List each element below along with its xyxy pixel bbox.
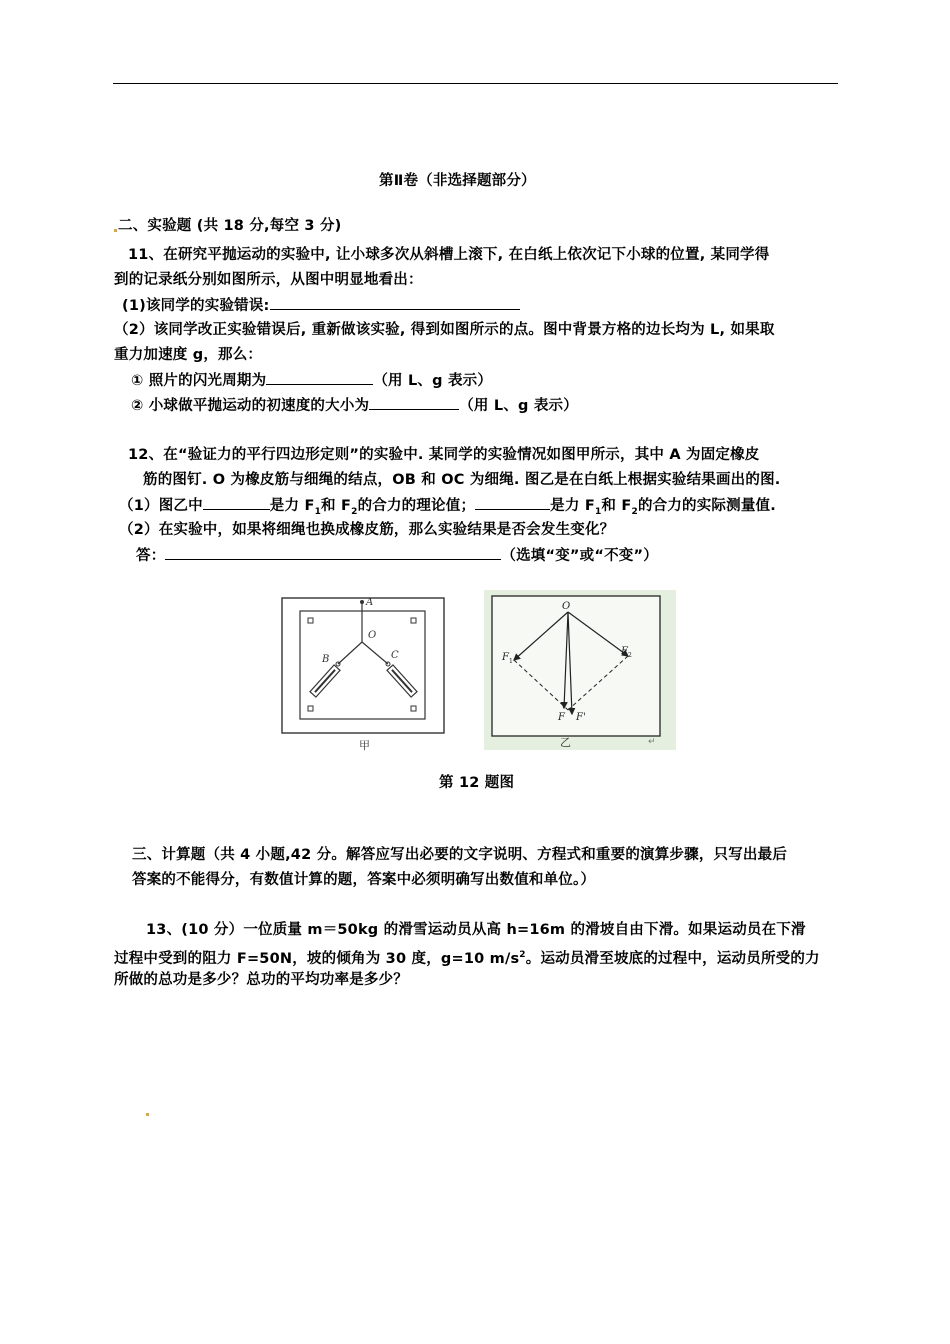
header-rule bbox=[113, 83, 838, 84]
figure-yi bbox=[484, 590, 676, 750]
subscript-1: 1 bbox=[594, 506, 602, 517]
q12-line1: 12、在“验证力的平行四边形定则”的实验中. 某同学的实验情况如图甲所示，其中 A 为固定橡皮 bbox=[128, 447, 760, 463]
caption-yi: 乙 bbox=[560, 736, 571, 749]
part3-heading-line1: 三、计算题（共 4 小题,42 分。解答应写出必要的文字说明、方程式和重要的演算步骤，只写出最后 bbox=[132, 847, 788, 863]
label-A: A bbox=[366, 597, 374, 608]
subscript-1: 1 bbox=[314, 506, 322, 517]
label-F1-sub: 1 bbox=[509, 658, 513, 665]
label-O: O bbox=[368, 630, 377, 641]
q11-sub2-line1: （2）该同学改正实验错误后, 重新做该实验, 得到如图所示的点。图中背景方格的边长均为 L, 如果取 bbox=[114, 322, 775, 338]
caption-jia: 甲 bbox=[359, 739, 370, 752]
answer-prefix: 答： bbox=[136, 548, 166, 564]
answer-blank[interactable] bbox=[165, 545, 501, 560]
q11-line2: 到的记录纸分别如图所示，从图中明显地看出： bbox=[114, 272, 423, 288]
figure-jia-drawing bbox=[278, 594, 448, 754]
q11-item1 bbox=[131, 370, 492, 391]
q12-sub1-d: 的合力的理论值； bbox=[357, 498, 476, 514]
q12-sub1-b: 是力 F bbox=[269, 498, 315, 514]
answer-suffix: （选填“变”或“不变”） bbox=[501, 548, 658, 564]
part2-heading: 二、实验题 (共 18 分,每空 3 分) bbox=[118, 218, 342, 234]
edit-marker bbox=[114, 229, 117, 232]
answer-blank[interactable] bbox=[369, 395, 459, 410]
subscript-2: 2 bbox=[631, 506, 638, 517]
answer-blank[interactable] bbox=[270, 295, 520, 310]
q11-item1-prefix: ① 照片的闪光周期为 bbox=[131, 373, 267, 389]
q13-line2-b: 。运动员滑至坡底的过程中，运动员所受的力 bbox=[525, 950, 820, 967]
answer-blank[interactable] bbox=[475, 495, 550, 510]
q11-item2 bbox=[131, 395, 578, 416]
label-F-prime: F' bbox=[576, 712, 586, 723]
q13-superscript: 2 bbox=[519, 950, 526, 960]
q13-line1: 13、(10 分）一位质量 m＝50kg 的滑雪运动员从高 h=16m 的滑坡自由下滑。如果运动员在下滑 bbox=[146, 922, 806, 938]
label-B: B bbox=[322, 654, 330, 665]
q12-sub1-e: 是力 F bbox=[550, 498, 595, 514]
q13-line2 bbox=[114, 945, 820, 969]
section-title: 第Ⅱ卷（非选择题部分） bbox=[379, 173, 536, 189]
q12-sub2: （2）在实验中，如果将细绳也换成橡皮筋，那么实验结果是否会发生变化？ bbox=[119, 522, 615, 538]
figure-jia bbox=[278, 594, 448, 754]
q11-sub1-label: (1)该同学的实验错误: bbox=[122, 298, 270, 314]
part3-heading-line2: 答案的不能得分，有数值计算的题，答案中必须明确写出数值和单位。） bbox=[132, 872, 596, 888]
label-C: C bbox=[391, 650, 399, 661]
q11-sub2-line2: 重力加速度 g，那么： bbox=[114, 347, 263, 363]
figure-caption: 第 12 题图 bbox=[439, 775, 515, 791]
q12-sub1-a: （1）图乙中 bbox=[119, 498, 203, 514]
answer-blank[interactable] bbox=[203, 495, 270, 510]
q11-sub1 bbox=[122, 295, 520, 316]
label-F2: F bbox=[621, 646, 628, 657]
q13-line3: 所做的总功是多少？总功的平均功率是多少？ bbox=[114, 972, 408, 988]
q12-sub1-c: 和 F bbox=[321, 498, 352, 514]
q12-answer bbox=[136, 545, 658, 566]
q11-line1: 11、在研究平抛运动的实验中, 让小球多次从斜槽上滚下, 在白纸上依次记下小球的位置, 某同学得 bbox=[128, 247, 770, 263]
q12-sub1-g: 的合力的实际测量值. bbox=[637, 498, 776, 514]
q12-sub1 bbox=[119, 495, 776, 522]
q13-line2-a: 过程中受到的阻力 F=50N，坡的倾角为 30 度，g=10 m/s bbox=[114, 950, 520, 967]
label-F1: F bbox=[502, 652, 509, 663]
label-O: O bbox=[562, 601, 571, 612]
q11-item2-prefix: ② 小球做平抛运动的初速度的大小为 bbox=[131, 398, 370, 414]
label-F2-sub: 2 bbox=[628, 652, 632, 659]
label-F: F bbox=[558, 712, 565, 723]
q12-line2: 筋的图钉. O 为橡皮筋与细绳的结点，OB 和 OC 为细绳. 图乙是在白纸上根据实验结果画出的图. bbox=[143, 472, 781, 488]
q11-item1-suffix: （用 L、g 表示） bbox=[373, 373, 493, 389]
answer-blank[interactable] bbox=[266, 370, 373, 385]
figure-yi-drawing bbox=[484, 590, 676, 750]
edit-marker bbox=[146, 1113, 149, 1116]
subscript-2: 2 bbox=[351, 506, 358, 517]
return-mark-icon: ↵ bbox=[648, 737, 656, 747]
q11-item2-suffix: （用 L、g 表示） bbox=[459, 398, 578, 414]
q12-sub1-f: 和 F bbox=[601, 498, 632, 514]
